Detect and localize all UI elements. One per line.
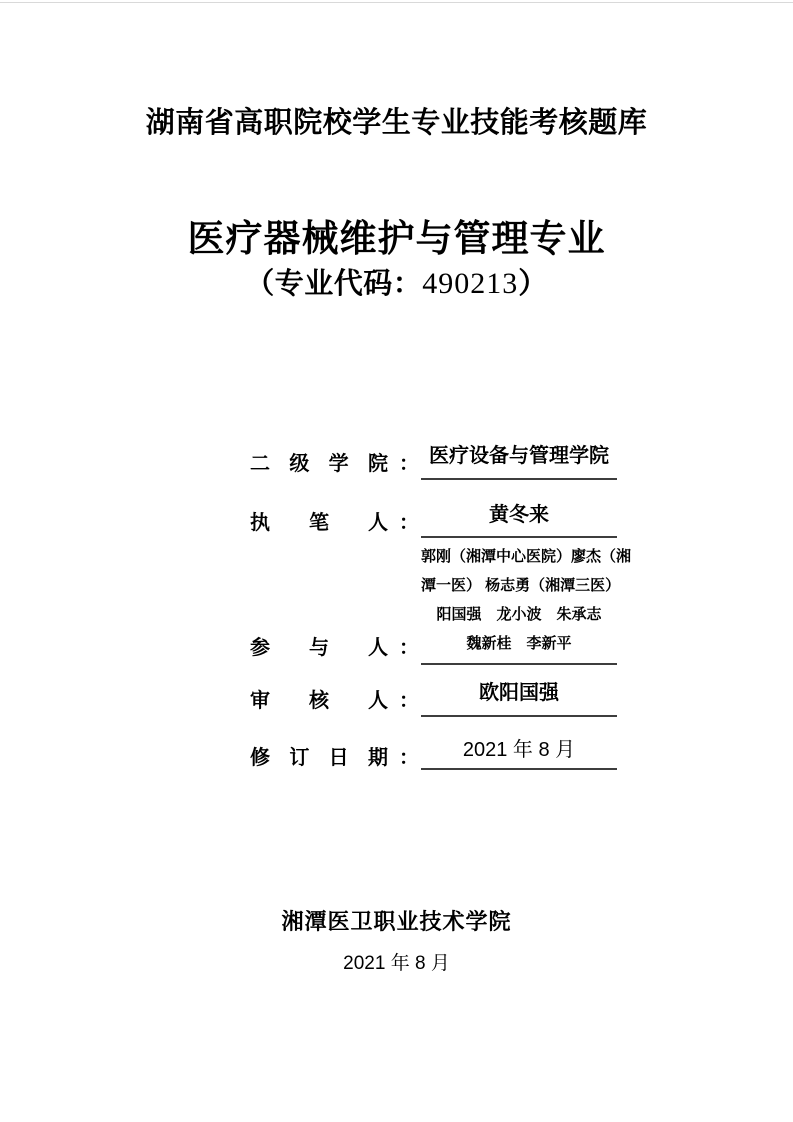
main-title: 医疗器械维护与管理专业	[187, 218, 606, 259]
footer-date: 2021 年 8 月	[343, 953, 450, 974]
participants-line-1: 郭刚（湘潭中心医院）廖杰（湘	[421, 548, 632, 565]
label-reviewer	[250, 684, 388, 713]
colon-revision-date: ：	[399, 747, 419, 769]
label-participants-text: 参与人	[250, 637, 388, 659]
label-reviewer-text: 审核人	[250, 690, 388, 712]
colon-author: ：	[399, 512, 419, 534]
field-secondary-college: 医疗设备与管理学院	[421, 444, 617, 480]
participants-line-2: 潭一医） 杨志勇（湘潭三医）	[421, 577, 621, 594]
field-participants	[421, 542, 632, 665]
label-revision-date-text: 修订日期	[250, 747, 388, 769]
participants-line-3: 阳国强 龙小波 朱承志	[436, 606, 602, 623]
subtitle-suffix: ）	[518, 268, 548, 300]
colon-reviewer: ：	[399, 690, 419, 712]
footer-institution: 湘潭医卫职业技术学院	[281, 909, 512, 934]
colon-participants: ：	[399, 637, 419, 659]
label-author	[250, 506, 388, 535]
subtitle-prefix: （专业代码：	[245, 268, 423, 300]
label-revision-date	[250, 741, 388, 770]
field-revision-date: 2021 年 8 月	[421, 738, 617, 770]
label-participants	[250, 631, 388, 660]
label-author-text: 执笔人	[250, 512, 388, 534]
header-title: 湖南省高职院校学生专业技能考核题库	[145, 107, 648, 139]
label-secondary-college	[250, 447, 388, 476]
colon-secondary-college: ：	[399, 453, 419, 475]
major-code: 490213	[422, 267, 519, 300]
subtitle	[0, 261, 793, 302]
field-author: 黄冬来	[421, 503, 617, 538]
field-reviewer: 欧阳国强	[421, 681, 617, 717]
participants-line-4: 魏新桂 李新平	[466, 635, 572, 652]
page-top-edge	[0, 2, 793, 3]
label-secondary-college-text: 二级学院	[250, 453, 388, 475]
